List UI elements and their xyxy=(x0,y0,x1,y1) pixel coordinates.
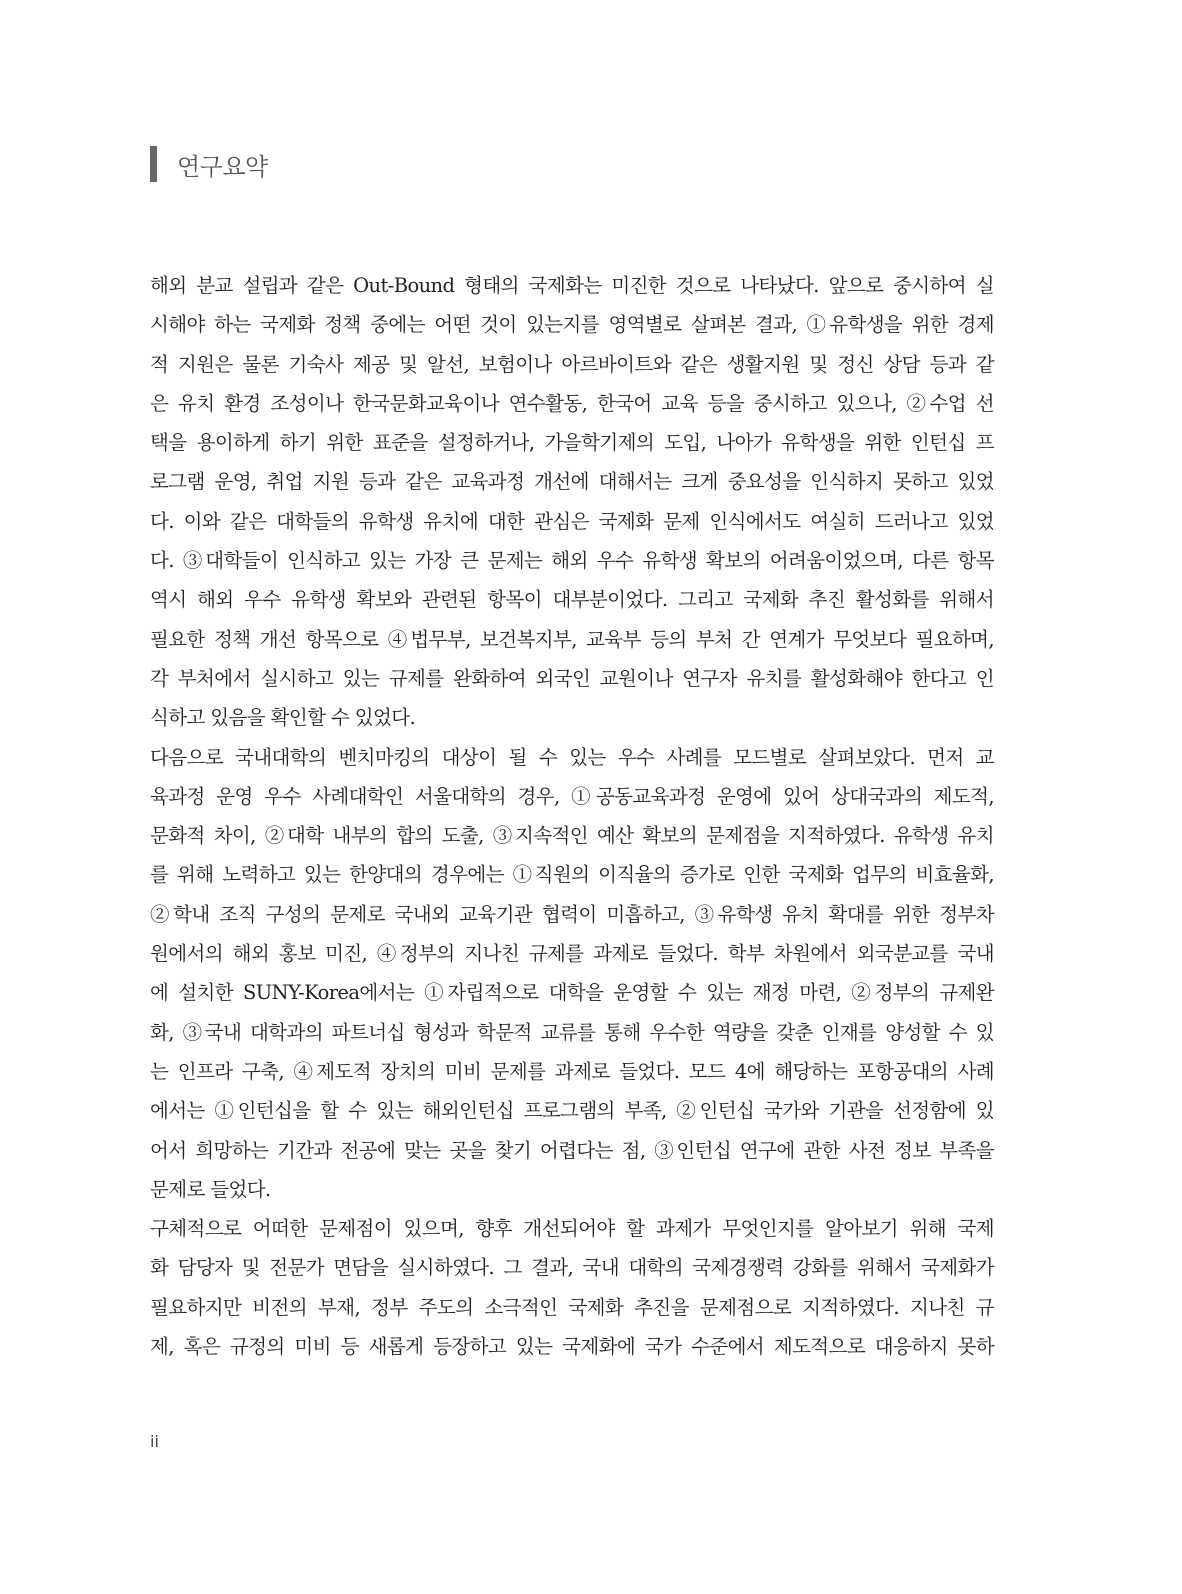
text-line: 필요한 정책 개선 항목으로 ④법무부, 보건복지부, 교육부 등의 부처 간 연계가 무엇보다 필요하며, xyxy=(150,627,994,651)
header-accent-bar xyxy=(150,146,157,182)
text-line: 구체적으로 어떠한 문제점이 있으며, 향후 개선되어야 할 과제가 무엇인지를 알아보기 위해 국제 xyxy=(150,1217,994,1241)
text-line: 로그램 운영, 취업 지원 등과 같은 교육과정 개선에 대해서는 크게 중요성을 인식하지 못하고 있었 xyxy=(150,470,994,494)
text-line: 식하고 있음을 확인할 수 있었다. xyxy=(150,706,416,730)
text-line: 문제로 들었다. xyxy=(150,1177,271,1201)
text-line: 시해야 하는 국제화 정책 중에는 어떤 것이 있는지를 영역별로 살펴본 결과, ①유학생을 위한 경제 xyxy=(150,313,994,337)
text-line: 에 설치한 SUNY-Korea에서는 ①자립적으로 대학을 운영할 수 있는 재정 마련, ②정부의 규제완 xyxy=(150,981,994,1005)
body-text xyxy=(150,266,994,1366)
text-line: ②학내 조직 구성의 문제로 국내외 교육기관 협력이 미흡하고, ③유학생 유치 확대를 위한 정부차 xyxy=(150,902,994,926)
text-line: 를 위해 노력하고 있는 한양대의 경우에는 ①직원의 이직율의 증가로 인한 국제화 업무의 비효율화, xyxy=(150,863,994,887)
text-line: 다. 이와 같은 대학들의 유학생 유치에 대한 관심은 국제화 문제 인식에서도 여실히 드러나고 있었 xyxy=(150,509,994,533)
text-line: 문화적 차이, ②대학 내부의 합의 도출, ③지속적인 예산 확보의 문제점을 지적하였다. 유학생 유치 xyxy=(150,824,994,848)
text-line: 해외 분교 설립과 같은 Out-Bound 형태의 국제화는 미진한 것으로 나타났다. 앞으로 중시하여 실 xyxy=(150,274,994,297)
text-line: 다음으로 국내대학의 벤치마킹의 대상이 될 수 있는 우수 사례를 모드별로 살펴보았다. 먼저 교 xyxy=(150,745,994,769)
text-line: 다. ③대학들이 인식하고 있는 가장 큰 문제는 해외 우수 유학생 확보의 어려움이었으며, 다른 항목 xyxy=(150,549,994,573)
text-line: 육과정 운영 우수 사례대학인 서울대학의 경우, ①공동교육과정 운영에 있어 상대국과의 제도적, xyxy=(150,784,994,808)
page-number: ii xyxy=(150,1432,159,1451)
section-title: 연구요약 xyxy=(177,152,268,181)
text-line: 각 부처에서 실시하고 있는 규제를 완화하여 외국인 교원이나 연구자 유치를 활성화해야 한다고 인 xyxy=(150,666,994,690)
text-line: 화 담당자 및 전문가 면담을 실시하였다. 그 결과, 국내 대학의 국제경쟁력 강화를 위해서 국제화가 xyxy=(150,1256,994,1280)
text-line: 는 인프라 구축, ④제도적 장치의 미비 문제를 과제로 들었다. 모드 4에 해당하는 포항공대의 사례 xyxy=(150,1059,994,1083)
text-line: 에서는 ①인턴십을 할 수 있는 해외인턴십 프로그램의 부족, ②인턴십 국가와 기관을 선정함에 있 xyxy=(150,1099,994,1123)
text-line: 화, ③국내 대학과의 파트너십 형성과 학문적 교류를 통해 우수한 역량을 갖춘 인재를 양성할 수 있 xyxy=(150,1020,994,1044)
text-line: 택을 용이하게 하기 위한 표준을 설정하거나, 가을학기제의 도입, 나아가 유학생을 위한 인턴십 프 xyxy=(150,431,994,455)
text-line: 필요하지만 비전의 부재, 정부 주도의 소극적인 국제화 추진을 문제점으로 지적하였다. 지나친 규 xyxy=(150,1295,994,1319)
text-line: 제, 혹은 규정의 미비 등 새롭게 등장하고 있는 국제화에 국가 수준에서 제도적으로 대응하지 못하 xyxy=(150,1335,994,1359)
section-header xyxy=(150,146,268,182)
text-line: 어서 희망하는 기간과 전공에 맞는 곳을 찾기 어렵다는 점, ③인턴십 연구에 관한 사전 정보 부족을 xyxy=(150,1138,994,1162)
text-line: 역시 해외 우수 유학생 확보와 관련된 항목이 대부분이었다. 그리고 국제화 추진 활성화를 위해서 xyxy=(150,588,994,612)
text-line: 은 유치 환경 조성이나 한국문화교육이나 연수활동, 한국어 교육 등을 중시하고 있으나, ②수업 선 xyxy=(150,391,994,415)
text-line: 원에서의 해외 홍보 미진, ④정부의 지나친 규제를 과제로 들었다. 학부 차원에서 외국분교를 국내 xyxy=(150,942,994,966)
text-line: 적 지원은 물론 기숙사 제공 및 알선, 보험이나 아르바이트와 같은 생활지원 및 정신 상담 등과 같 xyxy=(150,352,994,376)
